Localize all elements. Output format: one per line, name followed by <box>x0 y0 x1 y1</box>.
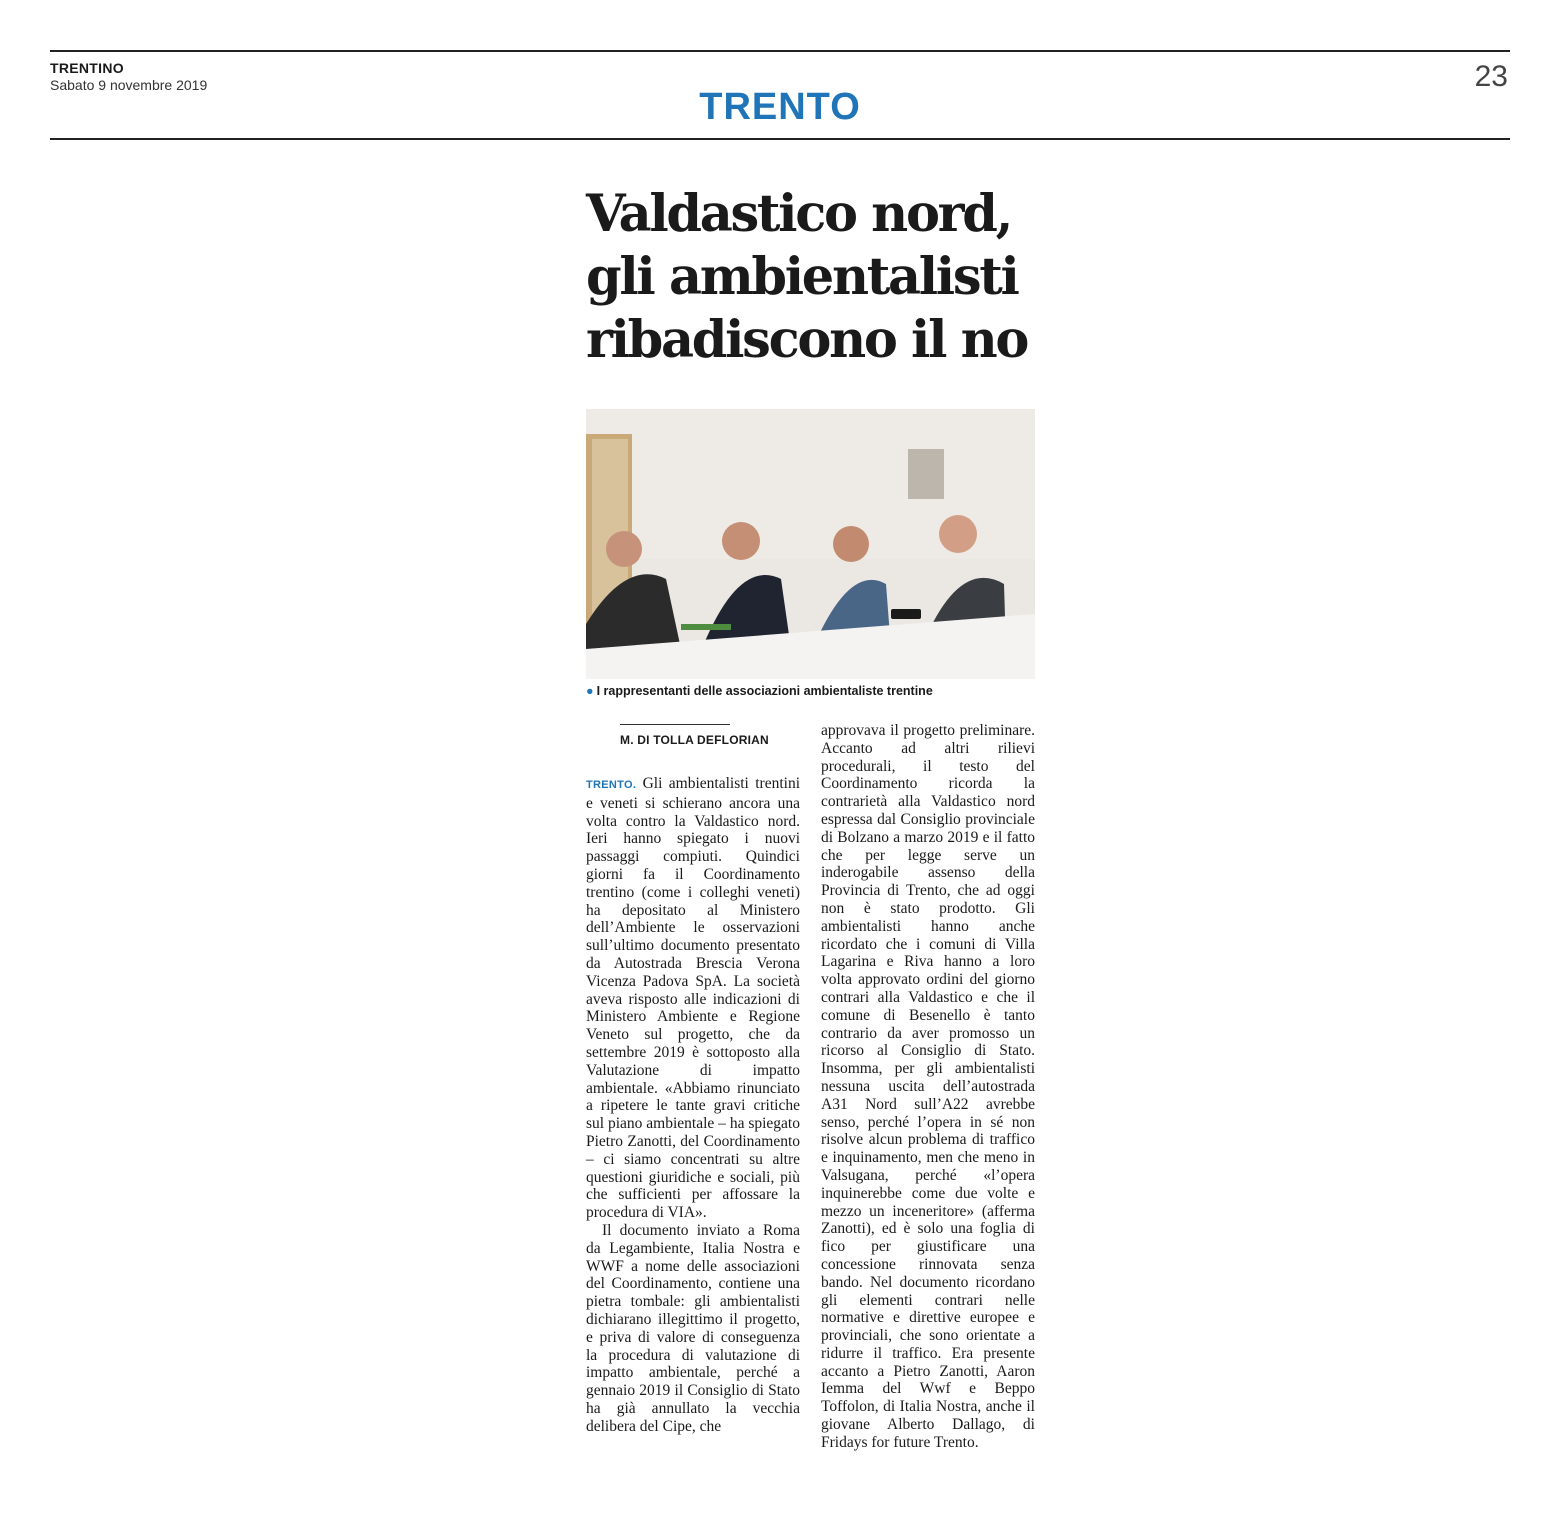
photo-caption <box>586 684 933 698</box>
page-number: 23 <box>1474 60 1508 93</box>
headline-line: gli ambientalisti <box>586 247 1018 307</box>
byline: M. DI TOLLA DEFLORIAN <box>620 733 769 747</box>
paragraph-text: Gli ambientalisti trentini e veneti si schierano ancora una volta contro la Valdastico nord. Ieri hanno spiegato i nuovi passaggi compiuti. Quindici giorni fa il Coordinamento trentino (come i colleghi veneti) ha depositato al Ministero dell’Ambiente le osservazioni sull’ultimo documento presentato da Autostrada Brescia Verona Vicenza Padova SpA. La società aveva risposto alle indicazioni di Ministero Ambiente e Regione Veneto sul progetto, che da settembre 2019 è sottoposto alla Valutazione di impatto ambientale. «Abbiamo rinunciato a ripetere le tante gravi critiche sul piano ambientale – ha spiegato Pietro Zanotti, del Coordinamento – ci siamo concentrati su altre questioni giuridiche e sociali, più che sufficienti per affossare la procedura di VIA». <box>586 775 800 1222</box>
bullet-icon: ● <box>586 684 594 698</box>
press-conference-photo <box>586 409 1035 679</box>
byline-rule <box>620 724 730 725</box>
headline-line: ribadiscono il no <box>586 310 1028 370</box>
headline-line: Valdastico nord, <box>586 184 1012 244</box>
section-title: TRENTO <box>699 86 861 128</box>
dateline: TRENTO. <box>586 779 637 791</box>
article-photo <box>586 409 1035 679</box>
paragraph <box>586 775 800 1222</box>
caption-text: I rappresentanti delle associazioni ambientaliste trentine <box>596 684 933 698</box>
newspaper-name: TRENTINO <box>50 60 124 76</box>
top-rule <box>50 50 1510 52</box>
paragraph: approvava il progetto preliminare. Accanto ad altri rilievi procedurali, il testo del Coordinamento ricorda la contrarietà alla Valdastico nord espressa dal Consiglio provinciale di Bolzano a marzo 2019 e il fatto che per legge serve un inderogabile assenso della Provincia di Trento, che ad oggi non è stato prodotto. Gli ambientalisti hanno anche ricordato che i comuni di Villa Lagarina e Riva hanno a loro volta approvato ordini del giorno contrari alla Valdastico e che il comune di Besenello è tanto contrario da aver promosso un ricorso al Consiglio di Stato. Insomma, per gli ambientalisti nessuna uscita dell’autostrada A31 Nord sull’A22 avrebbe senso, perché l’opera in sé non risolve alcun problema di traffico e inquinamento, men che meno in Valsugana, perché «l’opera inquinerebbe come due volte e mezzo un inceneritore» (afferma Zanotti), ed è solo una foglia di fico per giustificare una concessione rinnovata senza bando. Nel documento ricordano gli elementi contrari nelle normative e direttive europee e provinciali, che sono orientate a ridurre il traffico. Era presente accanto a Pietro Zanotti, Aaron Iemma del Wwf e Beppo Toffolon, di Italia Nostra, anche il giovane Alberto Dallago, di Fridays for future Trento. <box>821 722 1035 1451</box>
article-column-2 <box>821 722 1035 1452</box>
paragraph: Il documento inviato a Roma da Legambiente, Italia Nostra e WWF a nome delle associazioni del Coordinamento, contiene una pietra tombale: gli ambientalisti dichiarano illegittimo il progetto, e priva di valore di conseguenza la procedura di valutazione di impatto ambientale, perché a gennaio 2019 il Consiglio di Stato ha già annullato la vecchia delibera del Cipe, che <box>586 1221 800 1435</box>
header-rule <box>50 138 1510 140</box>
publication-date: Sabato 9 novembre 2019 <box>50 77 208 93</box>
headline <box>586 183 1046 372</box>
article-column-1 <box>586 775 800 1435</box>
